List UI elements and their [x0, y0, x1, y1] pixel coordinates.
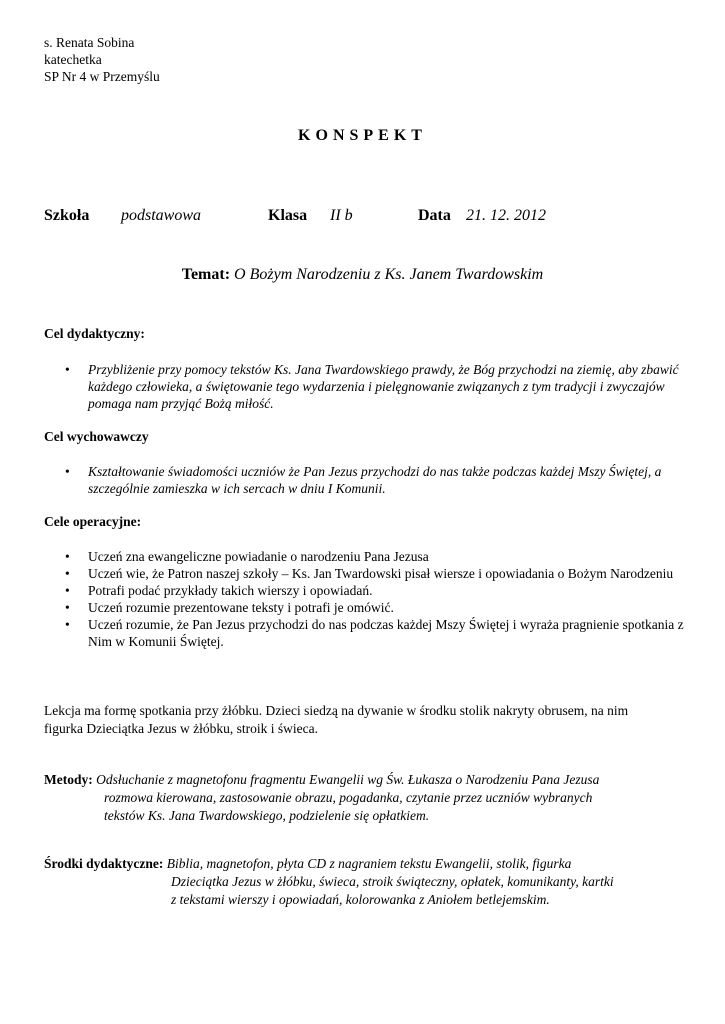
- list-item: • Kształtowanie świadomości uczniów że Pan Jezus przychodzi do nas także podczas każdej Mszy Świętej, a szczególnie zamieszka w ich sercach w dniu I Komunii.: [65, 464, 662, 496]
- list-item: • Potrafi podać przykłady takich wierszy i opowiadań.: [65, 583, 373, 598]
- aids-label: Środki dydaktyczne:: [44, 856, 164, 871]
- author-school: SP Nr 4 w Przemyślu: [44, 69, 160, 84]
- educational-heading: Cel wychowawczy: [44, 429, 149, 444]
- info-row: [44, 207, 684, 231]
- methods-line: Odsłuchanie z magnetofonu fragmentu Ewangelii wg Św. Łukasza o Narodzeniu Pana Jezusa: [96, 772, 600, 787]
- list-item: • Uczeń rozumie prezentowane teksty i potrafi je omówić.: [65, 600, 394, 615]
- didactic-heading: Cel dydaktyczny:: [44, 326, 145, 341]
- methods-line: tekstów Ks. Jana Twardowskiego, podzielenie się opłatkiem.: [104, 808, 430, 823]
- lesson-line: figurka Dzieciątka Jezus w żłóbku, stroik i świeca.: [44, 721, 319, 736]
- topic-value: O Bożym Narodzeniu z Ks. Janem Twardowskim: [234, 266, 544, 283]
- methods-line: rozmowa kierowana, zastosowanie obrazu, pogadanka, czytanie przez uczniów wybranych: [104, 790, 593, 805]
- author-block: [44, 34, 160, 85]
- class-label: Klasa: [268, 207, 308, 224]
- list-item: • Przybliżenie przy pomocy tekstów Ks. Jana Twardowskiego prawdy, że Bóg przychodzi na ziemię, aby zbawić każdego człowieka, a świętowanie tego wydarzenia i pielęgnowanie związanych z tym tradycji i zwyczajów pomaga nam przyjąć Bożą miłość.: [65, 362, 679, 411]
- class-value: II b: [330, 207, 353, 224]
- lesson-description: [44, 702, 694, 738]
- aids-line: Dzieciątka Jezus w żłóbku, świeca, stroik świąteczny, opłatek, komunikanty, kartki: [171, 874, 614, 889]
- educational-list: [62, 463, 702, 497]
- document-title: KONSPEKT: [298, 127, 427, 144]
- operational-heading: Cele operacyjne:: [44, 514, 142, 529]
- lesson-line: Lekcja ma formę spotkania przy żłóbku. Dzieci siedzą na dywanie w środku stolik nakryty obrusem, na nim: [44, 703, 629, 718]
- list-item: • Uczeń wie, że Patron naszej szkoły – Ks. Jan Twardowski pisał wiersze i opowiadania o Bożym Narodzeniu: [65, 566, 674, 581]
- list-item: • Uczeń zna ewangeliczne powiadanie o narodzeniu Pana Jezusa: [65, 549, 429, 564]
- aids-line: z tekstami wierszy i opowiadań, kolorowanka z Aniołem betlejemskim.: [171, 892, 550, 907]
- didactic-list: [62, 361, 702, 412]
- topic-line: [0, 266, 725, 284]
- methods-label: Metody:: [44, 772, 93, 787]
- aids-line: Biblia, magnetofon, płyta CD z nagraniem tekstu Ewangelii, stolik, figurka: [166, 856, 572, 871]
- date-value: 21. 12. 2012: [466, 207, 546, 224]
- author-role: katechetka: [44, 52, 102, 67]
- school-label: Szkoła: [44, 207, 90, 224]
- topic-label: Temat:: [181, 266, 231, 283]
- aids-block: [44, 855, 694, 909]
- school-value: podstawowa: [121, 207, 202, 224]
- author-name: s. Renata Sobina: [44, 35, 135, 50]
- date-label: Data: [418, 207, 451, 224]
- operational-list: [62, 548, 702, 650]
- list-item: • Uczeń rozumie, że Pan Jezus przychodzi do nas podczas każdej Mszy Świętej i wyraża pragnienie spotkania z Nim w Komunii Świętej.: [65, 617, 684, 649]
- methods-block: [44, 771, 694, 825]
